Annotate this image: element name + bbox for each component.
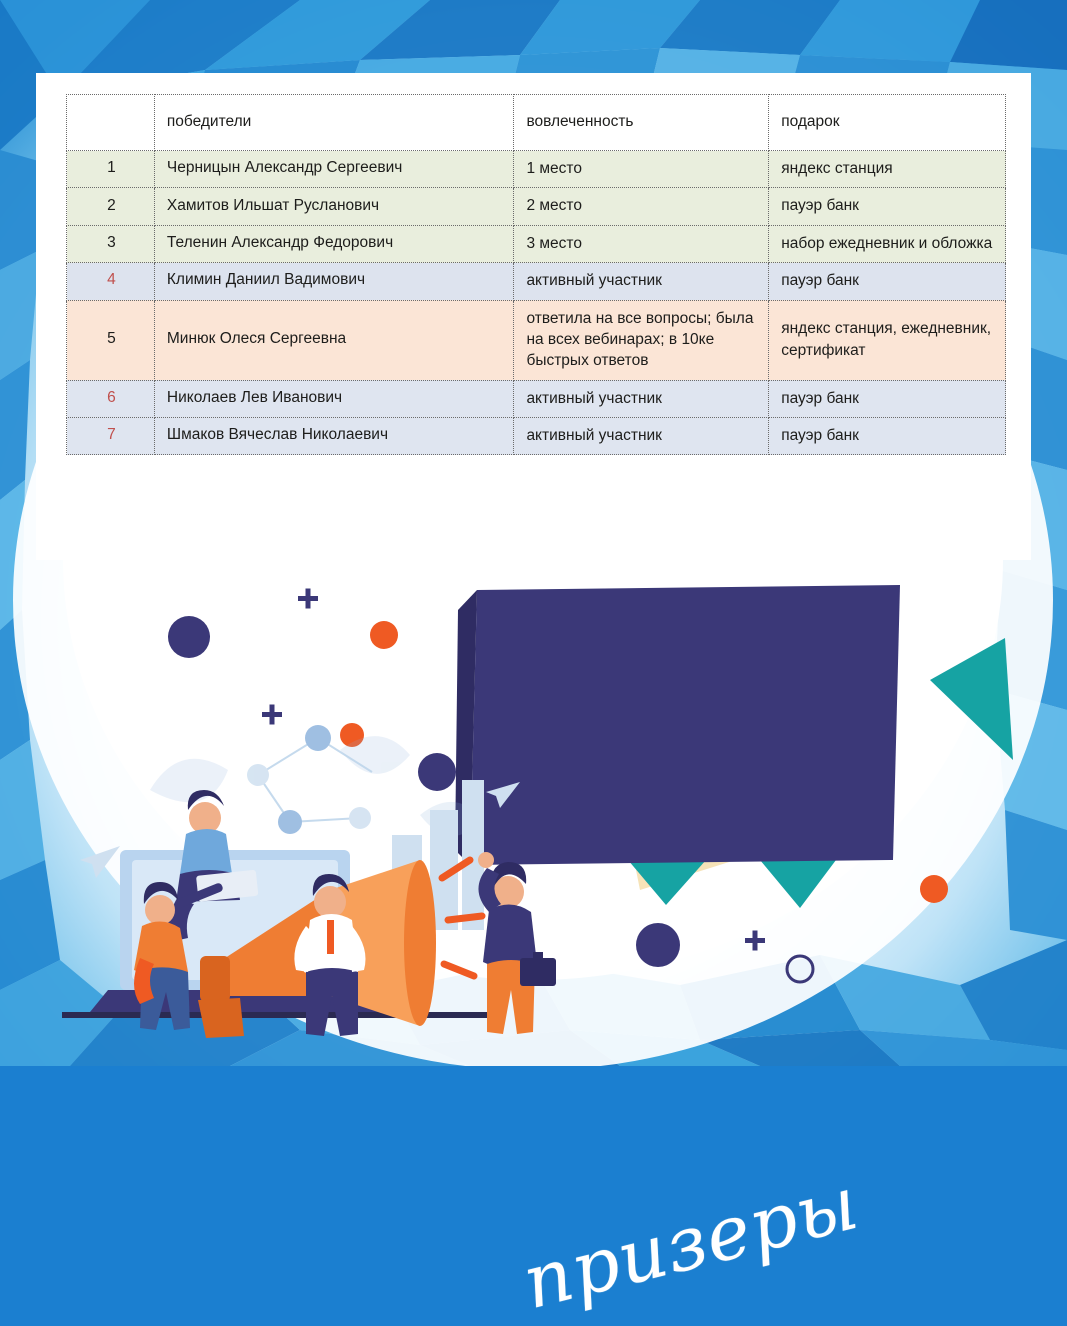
- gift-value: пауэр банк: [769, 188, 1006, 225]
- table-header-row: [67, 95, 1006, 151]
- table-row: [67, 263, 1006, 300]
- banner-word: призеры: [514, 1159, 867, 1326]
- engagement-value: 3 место: [514, 225, 769, 262]
- engagement-value: 2 место: [514, 188, 769, 225]
- row-index: 3: [67, 225, 155, 262]
- row-index: 7: [67, 418, 155, 455]
- column-header-winners: победители: [154, 95, 514, 151]
- row-index: 1: [67, 151, 155, 188]
- engagement-value: активный участник: [514, 263, 769, 300]
- engagement-value: активный участник: [514, 418, 769, 455]
- gift-value: набор ежедневник и обложка: [769, 225, 1006, 262]
- table-row: [67, 380, 1006, 417]
- gift-value: яндекс станция: [769, 151, 1006, 188]
- table-head: [67, 95, 1006, 151]
- winners-table: [66, 94, 1006, 455]
- table-row: [67, 188, 1006, 225]
- table-row: [67, 225, 1006, 262]
- engagement-value: ответила на все вопросы; была на всех вебинарах; в 10ке быстрых ответов: [514, 300, 769, 380]
- winner-name: Минюк Олеся Сергеевна: [154, 300, 514, 380]
- teal-triangle-right: [930, 638, 1013, 760]
- illustration: [0, 560, 1067, 1326]
- gift-value: пауэр банк: [769, 380, 1006, 417]
- table-row: [67, 300, 1006, 380]
- row-index: 4: [67, 263, 155, 300]
- banner-ribbon: [470, 585, 900, 865]
- column-header-engagement: вовлеченность: [514, 95, 769, 151]
- winner-name: Климин Даниил Вадимович: [154, 263, 514, 300]
- winner-name: Черницын Александр Сергеевич: [154, 151, 514, 188]
- table-row: [67, 418, 1006, 455]
- row-index: 5: [67, 300, 155, 380]
- table-row: [67, 151, 1006, 188]
- winner-name: Хамитов Ильшат Русланович: [154, 188, 514, 225]
- winner-name: Николаев Лев Иванович: [154, 380, 514, 417]
- row-index: 2: [67, 188, 155, 225]
- table-card: [36, 73, 1031, 560]
- winner-name: Шмаков Вячеслав Николаевич: [154, 418, 514, 455]
- engagement-value: активный участник: [514, 380, 769, 417]
- winner-name: Теленин Александр Федорович: [154, 225, 514, 262]
- gift-value: пауэр банк: [769, 263, 1006, 300]
- teal-triangle-b: [760, 860, 836, 908]
- person-cheering: [478, 852, 556, 1034]
- column-header-index: [67, 95, 155, 151]
- table-body: [67, 151, 1006, 455]
- gift-value: яндекс станция, ежедневник, сертификат: [769, 300, 1006, 380]
- column-header-gift: подарок: [769, 95, 1006, 151]
- row-index: 6: [67, 380, 155, 417]
- gift-value: пауэр банк: [769, 418, 1006, 455]
- engagement-value: 1 место: [514, 151, 769, 188]
